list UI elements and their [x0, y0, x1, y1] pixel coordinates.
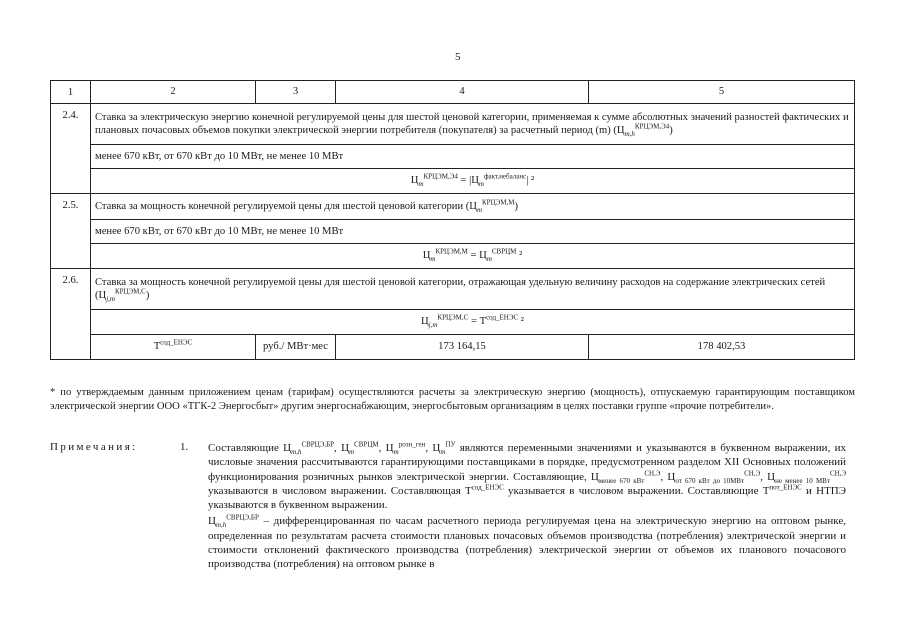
header-col-4: 4	[336, 81, 589, 104]
row-number: 2.6.	[51, 269, 91, 360]
notes-number: 1.	[180, 441, 189, 453]
page-number: 5	[455, 51, 461, 63]
table-header-row	[51, 81, 855, 104]
row-subrow: менее 670 кВт, от 670 кВт до 10 МВт, не менее 10 МВт	[91, 145, 855, 169]
header-col-2: 2	[91, 81, 256, 104]
notes-body	[208, 441, 846, 572]
unit-cell: руб./ МВт·мес	[256, 335, 336, 360]
footnote: * по утверждаемым данным приложением ценам (тарифам) осуществляются расчеты за электрическую энергию (мощность), отпускаемую гарантирующим поставщиком электрической энергии ООО «ТГК-2 Энергосбыт» другим энергоснабжающим, энергосбытовым организациям в целях поставки группе «прочие потребители».	[50, 387, 855, 412]
value-cell-2: 178 402,53	[589, 335, 855, 360]
table-row	[51, 220, 855, 244]
row-description: Ставка за мощность конечной регулируемой цены для шестой ценовой категории, отражающая удельную величину расходов на содержание электрических сетей $(Ц_{j,m}^{КРЦЭМ,С})$	[91, 269, 855, 310]
row-formula: $Ц_m^{КРЦЭМ,М} = Ц_m^{СВРЦМ}$ ²	[91, 244, 855, 269]
table-row	[51, 145, 855, 169]
table-row	[51, 244, 855, 269]
row-formula: $Ц_m^{КРЦЭМ,Э4} = |Ц_m^{факт,небаланс}|$ ²	[91, 169, 855, 194]
table-row	[51, 169, 855, 194]
row-number: 2.5.	[51, 194, 91, 269]
header-col-5: 5	[589, 81, 855, 104]
header-col-1: 1	[51, 81, 91, 104]
notes-paragraph-2: $Ц_{m,h}^{СВРЦЭ,БР}$ – дифференцированная по часам расчетного периода регулируемая цена на электрическую энергию на оптовом рынке, определенная по результатам расчета стоимости плановых почасовых объемов производства (потребления) электрической энергии и стоимости отклонений фактического производства (потребления) электрической энергии от объемов их планового почасового производства (потребления) на оптовом рынке в	[208, 513, 846, 571]
table-row	[51, 335, 855, 360]
tariff-label-cell: $Т^{сод\_ЕНЭС}$	[91, 335, 256, 360]
row-description: Ставка за электрическую энергию конечной регулируемой цены для шестой ценовой категории, применяемая к сумме абсолютных значений разностей фактических и плановых почасовых объемов покупки электрической энергии потребителя (покупателя) за расчетный период (m) $(Ц_{m,h}^{КРЦЭМ,Э4})$	[91, 104, 855, 145]
tariff-table	[50, 80, 855, 360]
row-subrow: менее 670 кВт, от 670 кВт до 10 МВт, не менее 10 МВт	[91, 220, 855, 244]
row-formula: $Ц_{j,m}^{КРЦЭМ,С} = Т^{сод\_ЕНЭС}$ ²	[91, 310, 855, 335]
notes-paragraph-1: Составляющие $Ц_{m,h}^{СВРЦЭ,БР}$, $Ц_m^{СВРЦМ}$, $Ц_m^{розн\_ген}$, $Ц_m^{ПУ}$ являются переменными значениями и указываются в буквенном выражении, их числовые значения рассчитываются гарантирующими поставщиками в порядке, предусмотренном разделом XII Основных положений функционирования розничных рынков электрической энергии. Составляющие, $Ц_{менее 670 кВт}^{СН,Э}$, $Ц_{от 670 кВт до 10МВт}^{СН,Э}$, $Ц_{не менее 10 МВт}^{СН,Э}$ указываются в числовом выражении. Составляющая $Т^{сод\_ЕНЭС}$ указывается в числовом выражении. Составляющие $Т^{пот\_ЕНЭС}$ и НТПЭ указываются в буквенном выражении.	[208, 440, 847, 512]
table-row	[51, 269, 855, 310]
table-row	[51, 310, 855, 335]
table-row	[51, 194, 855, 220]
row-description: Ставка за мощность конечной регулируемой цены для шестой ценовой категории $(Ц_m^{КРЦЭМ,М})$	[91, 194, 855, 220]
notes-label: Примечания:	[50, 441, 138, 453]
header-col-3: 3	[256, 81, 336, 104]
value-cell-1: 173 164,15	[336, 335, 589, 360]
table-row	[51, 104, 855, 145]
row-number: 2.4.	[51, 104, 91, 194]
